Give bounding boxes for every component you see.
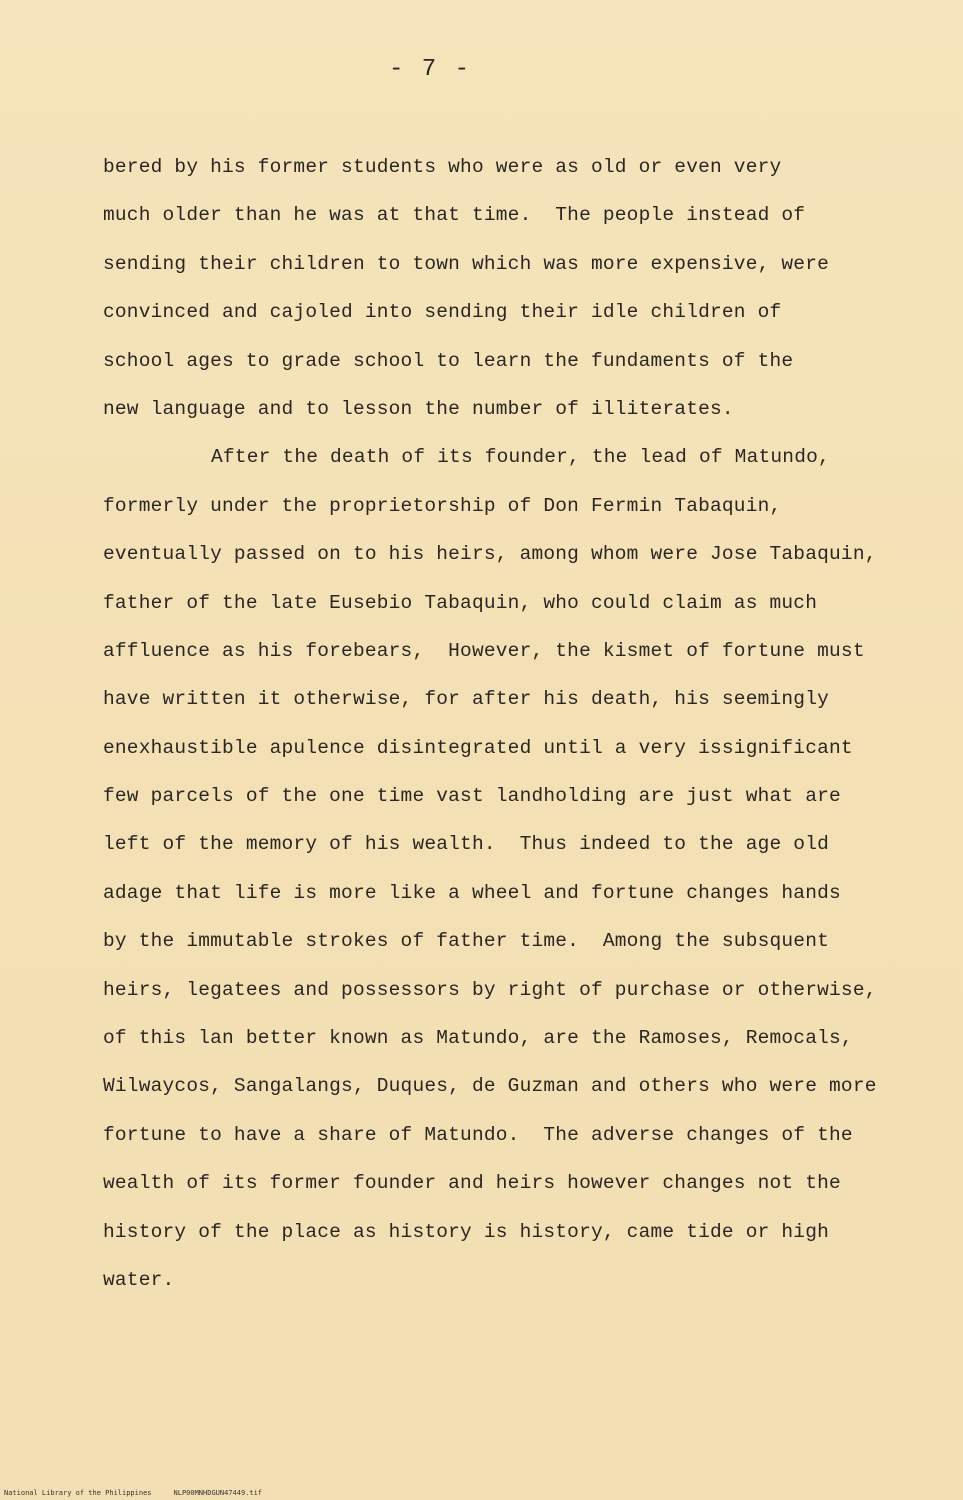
text-line: left of the memory of his wealth. Thus indeed to the age old (103, 833, 830, 856)
text-line: father of the late Eusebio Tabaquin, who could claim as much (103, 591, 818, 614)
text-line: wealth of its former founder and heirs however changes not the (103, 1172, 841, 1195)
text-line: eventually passed on to his heirs, among whom were Jose Tabaquin, (103, 543, 877, 566)
text-line: bered by his former students who were as old or even very (103, 156, 782, 178)
text-line: enexhaustible apulence disintegrated until a very issignificant (103, 736, 853, 759)
text-line: much older than he was at that time. The people instead of (103, 204, 806, 227)
scan-footer (4, 1489, 262, 1497)
footer-institution: National Library of the Philippines (4, 1489, 152, 1497)
body-text (103, 150, 903, 1311)
text-line: water. (103, 1268, 175, 1291)
text-line: adage that life is more like a wheel and fortune changes hands (103, 881, 841, 904)
text-line: convinced and cajoled into sending their idle children of (103, 301, 782, 324)
text-line: affluence as his forebears, However, the kismet of fortune must (103, 639, 865, 662)
text-line-paragraph-start: After the death of its founder, the lead of Matundo, (211, 446, 830, 469)
text-line: sending their children to town which was more expensive, were (103, 252, 830, 275)
text-line: history of the place as history is history, came tide or high (103, 1220, 830, 1243)
text-line: school ages to grade school to learn the fundaments of the (103, 349, 794, 372)
text-line: fortune to have a share of Matundo. The adverse changes of the (103, 1123, 853, 1146)
text-line: Wilwaycos, Sangalangs, Duques, de Guzman and others who were more (103, 1075, 877, 1098)
text-line: new language and to lesson the number of illiterates. (103, 397, 734, 420)
text-line: formerly under the proprietorship of Don Fermin Tabaquin, (103, 494, 782, 517)
text-line: few parcels of the one time vast landholding are just what are (103, 785, 841, 808)
text-line: heirs, legatees and possessors by right of purchase or otherwise, (103, 978, 877, 1001)
text-line: of this lan better known as Matundo, are the Ramoses, Remocals, (103, 1027, 853, 1050)
text-line: have written it otherwise, for after his death, his seemingly (103, 688, 830, 711)
text-line: by the immutable strokes of father time. Among the subsquent (103, 930, 830, 953)
footer-filename: NLP00MNHDGUN47449.tif (173, 1489, 263, 1497)
page-number: - 7 - (388, 56, 471, 83)
